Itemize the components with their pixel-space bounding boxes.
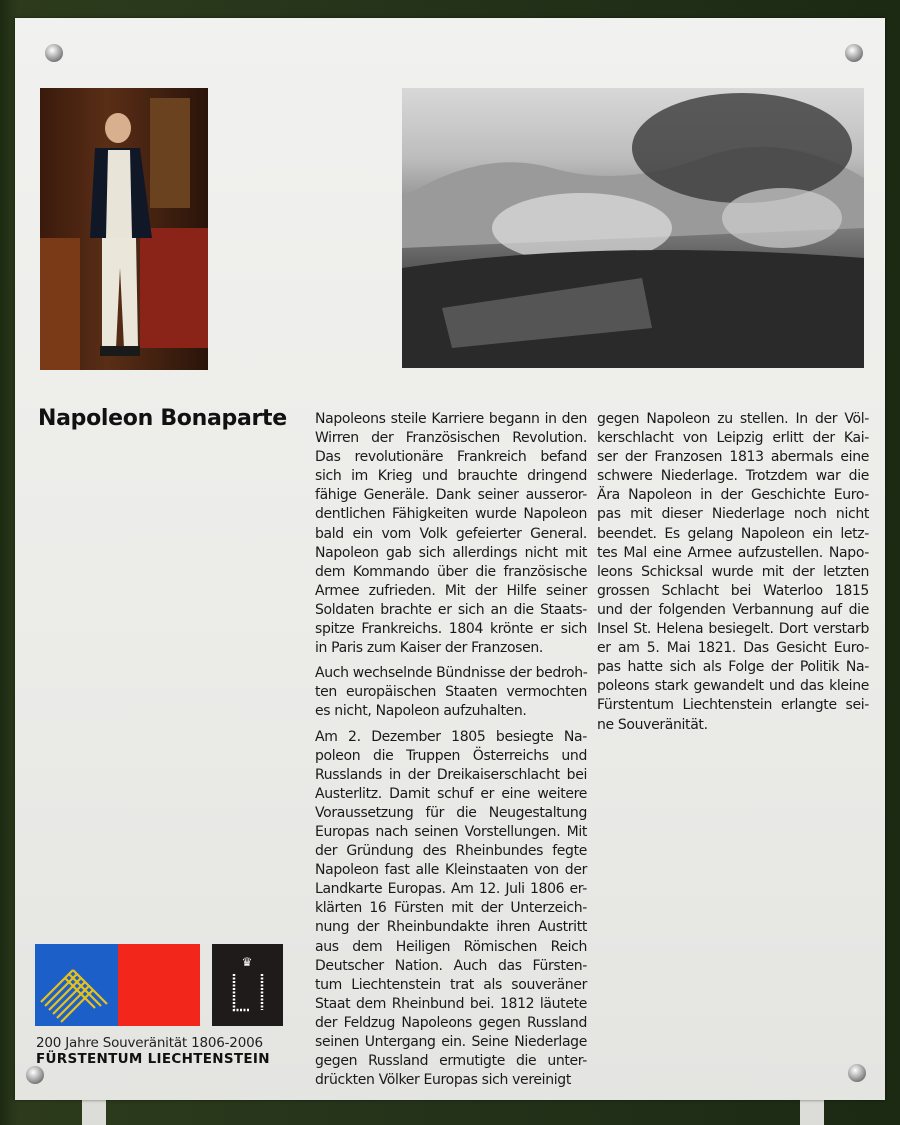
- text-line: Napoleon gab sich allerdings nicht mit: [315, 544, 587, 561]
- text-line: poleons stark gewandelt und das kleine: [597, 678, 869, 695]
- screw-icon: [26, 1066, 44, 1084]
- text-line: und der folgenden Verbannung auf die: [597, 601, 869, 618]
- principality-name: FÜRSTENTUM LIECHTENSTEIN: [36, 1051, 270, 1067]
- text-column-1: [315, 410, 587, 1096]
- paragraph: [315, 410, 587, 658]
- text-column-2: [597, 410, 869, 741]
- svg-text:♛: ♛: [241, 955, 253, 969]
- anniversary-logo-blue: [35, 944, 118, 1026]
- text-line: der Feldzug Napoleons gegen Russland: [315, 1014, 587, 1031]
- text-line: Voraussetzung für die Neugestaltung: [315, 804, 587, 821]
- text-line: tum Liechtenstein trat als souveräner: [315, 976, 587, 993]
- screw-icon: [45, 44, 63, 62]
- text-line: Insel St. Helena besiegelt. Dort verstarb: [597, 621, 869, 638]
- text-line: sich im Krieg und brauchte dringend: [315, 468, 587, 485]
- screw-icon: [845, 44, 863, 62]
- paragraph: [315, 664, 587, 721]
- text-line: er am 5. Mai 1821. Das Gesicht Euro-: [597, 640, 869, 657]
- text-line: drückten Völker Europas sich vereinigt: [315, 1072, 571, 1089]
- text-line: es nicht, Napoleon aufzuhalten.: [315, 703, 527, 720]
- text-line: Austerlitz. Damit schuf er eine weitere: [315, 785, 587, 802]
- text-line: bald ein vom Volk gefeierter General.: [315, 525, 587, 542]
- text-line: leons Schicksal wurde mit der letzten: [597, 563, 869, 580]
- text-line: Auch wechselnde Bündnisse der bedroh-: [315, 665, 588, 682]
- text-line: Napoleons steile Karriere begann in den: [315, 411, 587, 427]
- text-line: ne Souveränität.: [597, 716, 708, 733]
- battle-engraving-image: [402, 88, 864, 368]
- anniversary-caption: 200 Jahre Souveränität 1806-2006: [36, 1035, 263, 1051]
- text-line: gegen Russland ermutigte die unter-: [315, 1053, 587, 1070]
- text-line: Landkarte Europas. Am 12. Juli 1806 er-: [315, 881, 587, 898]
- sign-post: [82, 1098, 106, 1125]
- text-line: Staat dem Rheinbund bei. 1812 läutete: [315, 995, 587, 1012]
- text-line: tes Mal eine Armee aufzustellen. Napo-: [597, 544, 869, 561]
- text-line: kerschlacht von Leipzig erlitt der Kai-: [597, 430, 869, 447]
- text-line: dentlichen Fähigkeiten wurde Napoleon: [315, 506, 587, 523]
- text-line: Fürstentum Liechtenstein erlangte sei-: [597, 697, 869, 714]
- paragraph: [315, 728, 587, 1091]
- napoleon-portrait-image: [40, 88, 208, 370]
- text-line: gegen Napoleon zu stellen. In der Völ-: [597, 411, 869, 427]
- text-line: Am 2. Dezember 1805 besiegte Na-: [315, 728, 587, 745]
- text-line: ser der Franzosen 1813 abermals eine: [597, 449, 869, 466]
- text-line: Soldaten brachte er sich an die Staats-: [315, 601, 587, 618]
- text-line: nung der Rheinbundakte ihren Austritt: [315, 919, 587, 936]
- text-line: Ära Napoleon in der Geschichte Euro-: [597, 487, 869, 504]
- text-line: Wirren der Französischen Revolution.: [315, 430, 587, 447]
- text-line: beendet. Es gelang Napoleon ein letz-: [597, 525, 869, 542]
- liechtenstein-li-logo: [212, 944, 283, 1026]
- text-line: Armee zufrieden. Mit der Hilfe seiner: [315, 582, 587, 599]
- text-line: Das revolutionäre Frankreich befand: [315, 449, 587, 466]
- paragraph: [597, 410, 869, 735]
- text-line: grossen Schlacht bei Waterloo 1815: [597, 582, 869, 599]
- text-line: der Gründung des Rheinbundes fegte: [315, 843, 587, 860]
- text-line: fähige Generäle. Dank seiner ausseror-: [315, 487, 587, 504]
- text-line: Deutscher Nation. Auch das Fürsten-: [315, 957, 587, 974]
- text-line: spitze Frankreichs. 1804 krönte er sich: [315, 621, 587, 638]
- text-line: klärten 16 Fürsten mit der Unterzeich-: [315, 900, 587, 917]
- text-line: Europas nach seinen Vorstellungen. Mit: [315, 823, 587, 840]
- text-line: poleon die Truppen Österreichs und: [315, 747, 587, 764]
- text-line: aus dem Heiligen Römischen Reich: [315, 938, 587, 955]
- text-line: ten europäischen Staaten vermochten: [315, 684, 587, 701]
- text-line: seinen Untergang ein. Seine Niederlage: [315, 1034, 587, 1050]
- text-line: pas hatte sich als Folge der Politik Na-: [597, 659, 869, 676]
- text-line: Russlands in der Dreikaiserschlacht bei: [315, 766, 587, 783]
- text-line: dem Kommando über die französische: [315, 563, 587, 580]
- text-line: schwere Niederlage. Trotzdem war die: [597, 468, 869, 485]
- sign-post: [800, 1098, 824, 1125]
- anniversary-logo-red: [118, 944, 200, 1026]
- text-line: pas mit dieser Niederlage noch nicht: [597, 506, 869, 523]
- screw-icon: [848, 1064, 866, 1082]
- text-line: in Paris zum Kaiser der Franzosen.: [315, 640, 544, 657]
- page-title: Napoleon Bonaparte: [38, 406, 287, 431]
- text-line: Napoleon fast alle Kleinstaaten von der: [315, 862, 587, 879]
